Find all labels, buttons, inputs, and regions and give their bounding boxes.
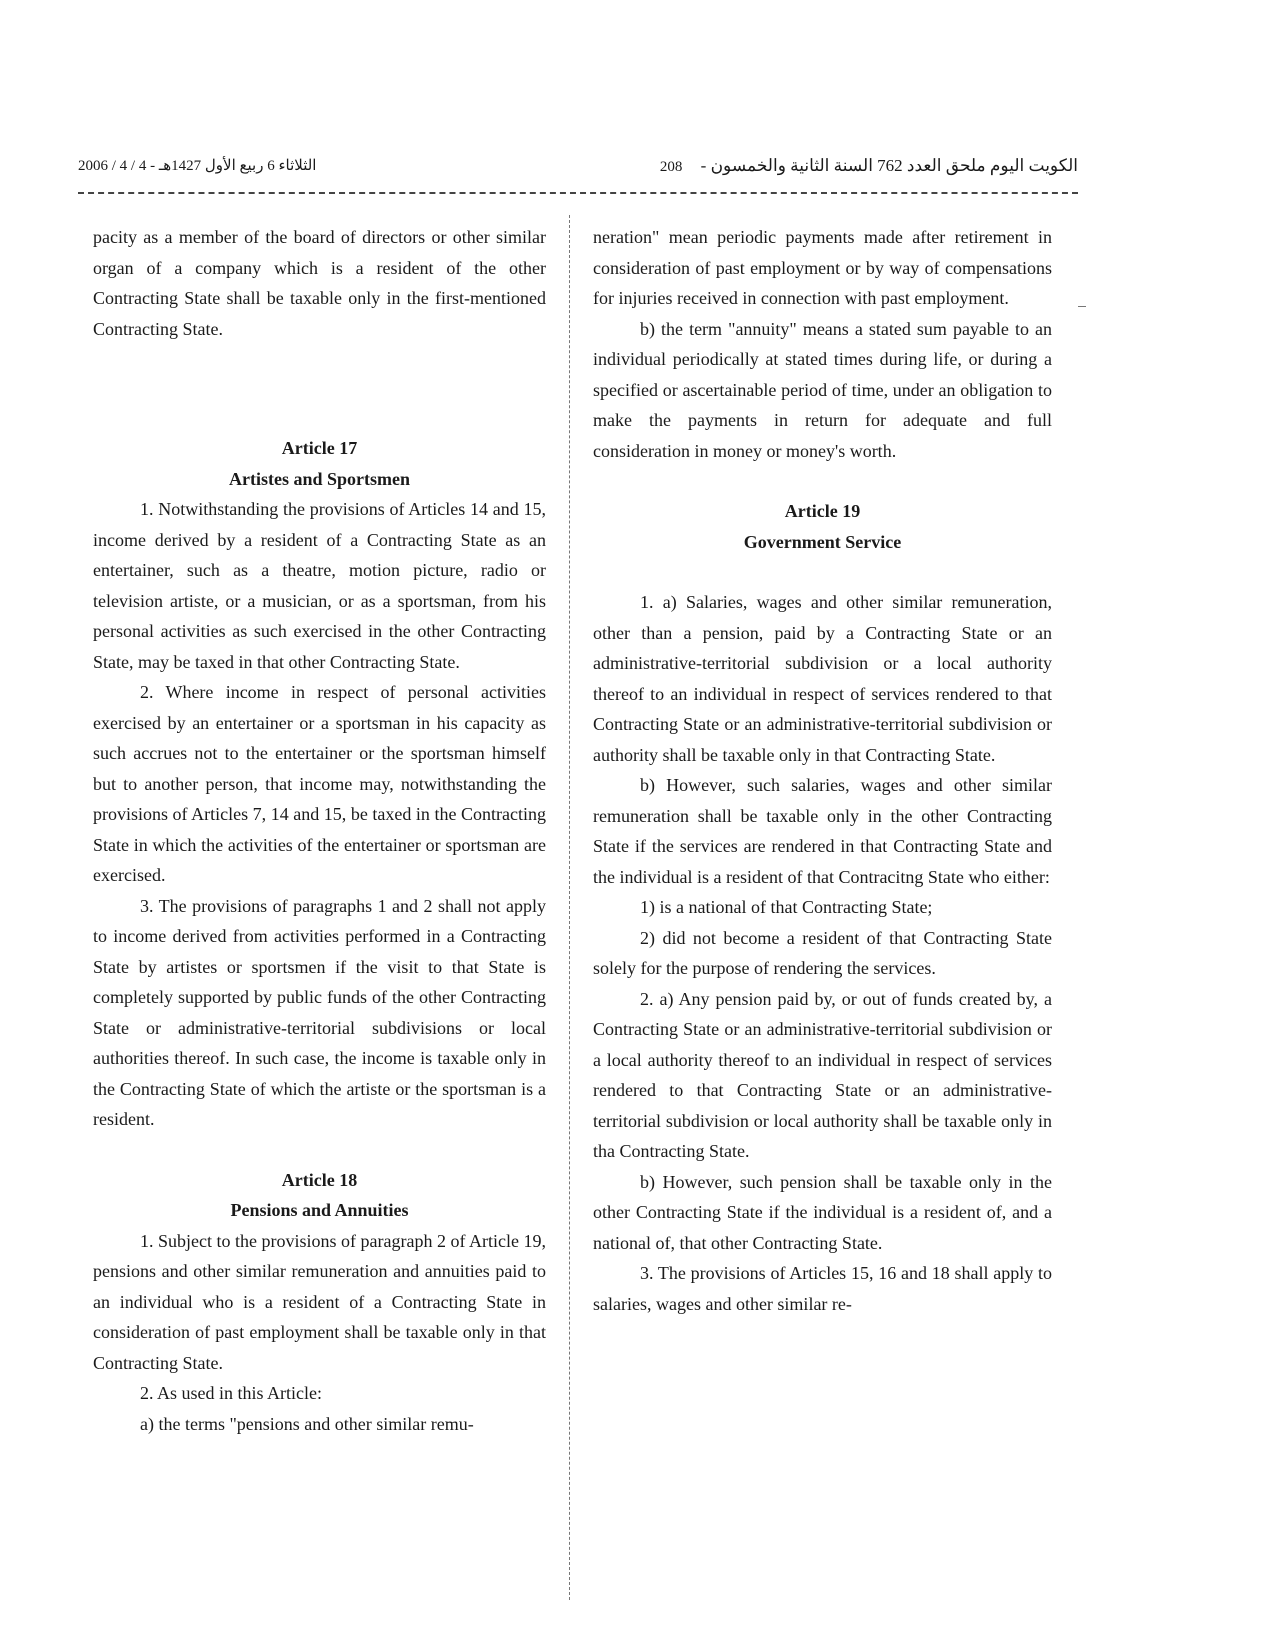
column-divider [569,215,570,1600]
header-date-text: الثلاثاء 6 ربيع الأول 1427هـ - 4 / 4 / 2006 [78,158,317,174]
paragraph: a) the terms "pensions and other similar remu- [140,1413,474,1434]
paragraph: 1. a) Salaries, wages and other similar remuneration, other than a pension, paid by a Contracting State or an administrative-territorial subdivision or a local authority thereof to an individual in respect of services rendered to that Contracting State or an administrative-territorial subdivision or authority shall be taxable only in that Contracting State. [593,592,1052,765]
paragraph: 2. Where income in respect of personal activities exercised by an entertainer or a sportsman in his capacity as such accrues not to the entertainer or the sportsman himself but to another person, that income may, notwithstanding the provisions of Articles 7, 14 and 15, be taxed in the Contracting State in which the activities of the entertainer or sportsman are exercised. [93,682,546,885]
article-17-title: Article 17 [281,438,358,458]
paragraph: 2. As used in this Article: [140,1383,322,1403]
article-19-subtitle: Government Service [743,531,902,552]
paragraph: neration" mean periodic payments made after retirement in consideration of past employment or by way of compensations for injuries received in connection with past employment. [593,227,1052,308]
article-19-title: Article 19 [784,501,861,521]
paragraph: 2. a) Any pension paid by, or out of funds created by, a Contracting State or an administrative-territorial subdivision or a local authority thereof to an individual in respect of services rendered to that Contracting State or an administrative-territorial subdivision or local authority shall be taxable only in tha Contracting State. [593,988,1052,1161]
paragraph: 3. The provisions of paragraphs 1 and 2 shall not apply to income derived from activities performed in a Contracting State by artistes or sportsmen if the visit to that State is completely supported by public funds of the other Contracting State or administrative-territorial subdivisions or local authorities thereof. In such case, the income is taxable only in the Contracting State of which the artiste or the sportsman is a resident. [93,895,546,1129]
paragraph: pacity as a member of the board of directors or other similar organ of a company which is a resident of the other Contracting State shall be taxable only in the first-mentioned Contracting State. [93,227,546,339]
paragraph: b) However, such pension shall be taxable only in the other Contracting State if the individual is a resident of, and a national of, that other Contracting State. [593,1171,1052,1253]
spacer [93,344,546,405]
right-column [593,222,1052,1319]
spacer [93,405,546,433]
spacer [593,466,1052,496]
left-column [93,222,546,1439]
header-publication-text: الكويت اليوم ملحق العدد 762 السنة الثانية والخمسون - [700,156,1078,175]
header-rule [78,192,1078,194]
paragraph: 2) did not become a resident of that Contracting State solely for the purpose of rendering the services. [593,927,1052,978]
margin-mark [1078,306,1086,307]
paragraph: 1. Notwithstanding the provisions of Articles 14 and 15, income derived by a resident of a Contracting State as an entertainer, such as a theatre, motion picture, radio or television artiste, or a musician, or as a sportsman, from his personal activities as such exercised in the other Contracting State, may be taxed in that other Contracting State. [93,499,546,672]
paragraph: 1. Subject to the provisions of paragraph 2 of Article 19, pensions and other similar remuneration and annuities paid to an individual who is a resident of a Contracting State in consideration of past employment shall be taxable only in that Contracting State. [93,1230,546,1373]
page-header [78,150,1078,190]
header-date [78,156,408,175]
article-18-subtitle: Pensions and Annuities [230,1200,409,1220]
spacer [593,557,1052,587]
page-number: 208 [659,159,683,175]
paragraph: b) the term "annuity" means a stated sum payable to an individual periodically at stated times during life, or during a specified or ascertainable period of time, under an obligation to make the payments in return for adequate and full consideration in money or money's worth. [593,318,1052,461]
spacer [93,1135,546,1165]
paragraph: b) However, such salaries, wages and other similar remuneration shall be taxable only in the other Contracting State if the services are rendered in that Contracting State and the individual is a resident of that Contracitng State who either: [593,775,1052,887]
paragraph: 1) is a national of that Contracting State; [640,897,933,917]
article-17-subtitle: Artistes and Sportsmen [228,468,410,489]
paragraph: 3. The provisions of Articles 15, 16 and 18 shall apply to salaries, wages and other similar re- [593,1263,1052,1314]
article-18-title: Article 18 [281,1169,358,1190]
header-publication [660,156,1078,176]
